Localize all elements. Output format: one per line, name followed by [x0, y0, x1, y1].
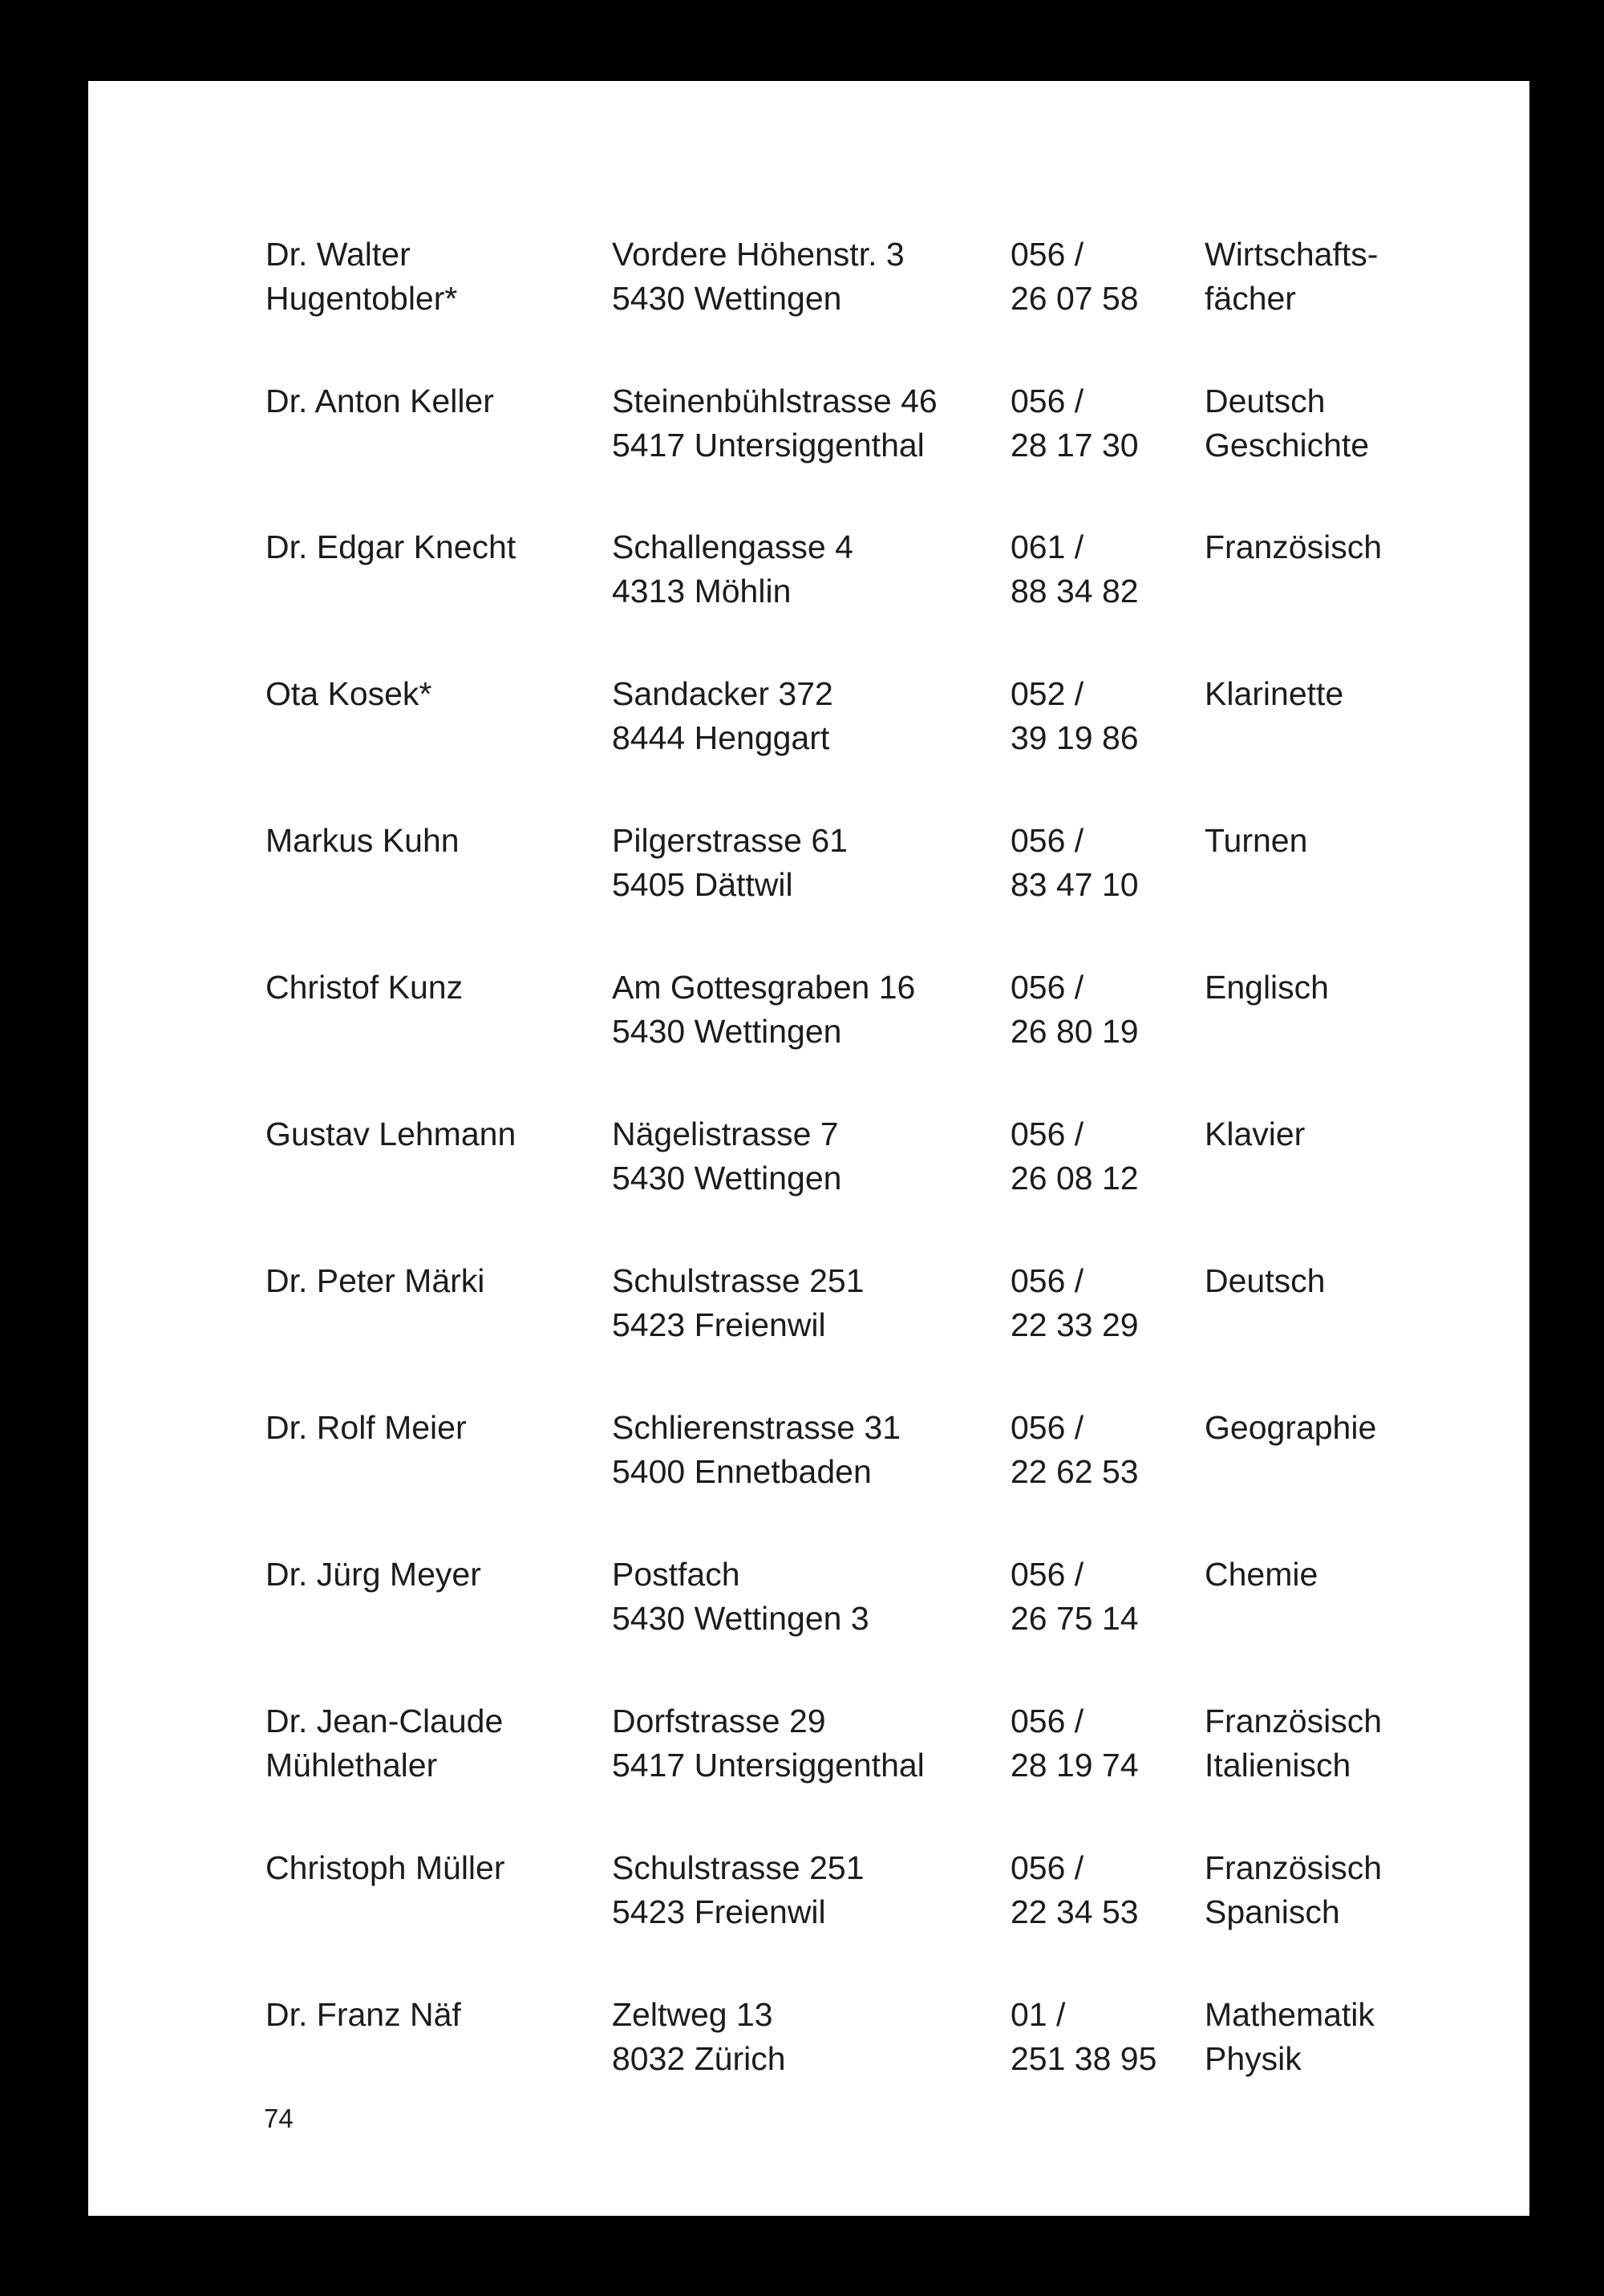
person-name: Christoph Müller — [265, 1849, 505, 1886]
person-name: Dr. Edgar Knecht — [265, 528, 516, 565]
address: Postfach 5430 Wettingen 3 — [612, 1556, 869, 1637]
address: Schallengasse 4 4313 Möhlin — [612, 528, 853, 609]
phone-number: 056 / 22 34 53 — [1011, 1849, 1139, 1930]
person-name: Christof Kunz — [265, 969, 464, 1006]
person-name: Ota Kosek* — [265, 675, 432, 712]
address: Zeltweg 13 8032 Zürich — [612, 1996, 786, 2077]
subjects: Französisch Italienisch — [1205, 1703, 1383, 1784]
directory-entry — [88, 1846, 1529, 1942]
phone-number: 056 / 22 62 53 — [1011, 1409, 1139, 1490]
subjects: Klarinette — [1205, 675, 1344, 712]
person-name: Dr. Jean-Claude Mühlethaler — [265, 1703, 504, 1784]
directory-entry — [88, 379, 1529, 476]
subjects: Deutsch — [1205, 1262, 1326, 1299]
phone-number: 056 / 26 07 58 — [1011, 236, 1139, 317]
directory-entry — [88, 233, 1529, 329]
directory-entry — [88, 819, 1529, 915]
address: Pilgerstrasse 61 5405 Dättwil — [612, 822, 848, 903]
subjects: Turnen — [1205, 822, 1308, 859]
subjects: Wirtschafts- fächer — [1205, 236, 1379, 317]
phone-number: 01 / 251 38 95 — [1011, 1996, 1157, 2077]
subjects: Klavier — [1205, 1116, 1306, 1152]
subjects: Englisch — [1205, 969, 1329, 1006]
subjects: Französisch — [1205, 528, 1383, 565]
address: Am Gottesgraben 16 5430 Wettingen — [612, 969, 916, 1050]
subjects: Mathematik Physik — [1205, 1996, 1375, 2077]
phone-number: 061 / 88 34 82 — [1011, 528, 1139, 609]
subjects: Deutsch Geschichte — [1205, 383, 1370, 464]
phone-number: 056 / 26 80 19 — [1011, 969, 1139, 1050]
person-name: Gustav Lehmann — [265, 1116, 516, 1152]
subjects: Französisch Spanisch — [1205, 1849, 1383, 1930]
person-name: Markus Kuhn — [265, 822, 460, 859]
document-page — [88, 81, 1529, 2216]
directory-entry — [88, 525, 1529, 622]
directory-entry — [88, 1259, 1529, 1355]
address: Steinenbühlstrasse 46 5417 Untersiggenthal — [612, 383, 938, 464]
page-number: 74 — [264, 2104, 294, 2133]
person-name: Dr. Rolf Meier — [265, 1409, 467, 1446]
address: Schlierenstrasse 31 5400 Ennetbaden — [612, 1409, 901, 1490]
phone-number: 056 / 28 19 74 — [1011, 1703, 1139, 1784]
address: Schulstrasse 251 5423 Freienwil — [612, 1262, 865, 1343]
directory-entry — [88, 1699, 1529, 1796]
directory-entry — [88, 1112, 1529, 1209]
directory-entry — [88, 1553, 1529, 1649]
person-name: Dr. Walter Hugentobler* — [265, 236, 458, 317]
person-name: Dr. Jürg Meyer — [265, 1556, 481, 1593]
address: Dorfstrasse 29 5417 Untersiggenthal — [612, 1703, 925, 1784]
phone-number: 056 / 26 75 14 — [1011, 1556, 1139, 1637]
address: Sandacker 372 8444 Henggart — [612, 675, 833, 756]
directory-entry — [88, 966, 1529, 1062]
person-name: Dr. Franz Näf — [265, 1996, 461, 2033]
address: Nägelistrasse 7 5430 Wettingen — [612, 1116, 842, 1197]
person-name: Dr. Anton Keller — [265, 383, 494, 419]
subjects: Geographie — [1205, 1409, 1377, 1446]
address: Schulstrasse 251 5423 Freienwil — [612, 1849, 865, 1930]
phone-number: 056 / 22 33 29 — [1011, 1262, 1139, 1343]
person-name: Dr. Peter Märki — [265, 1262, 485, 1299]
address: Vordere Höhenstr. 3 5430 Wettingen — [612, 236, 905, 317]
directory-entry — [88, 672, 1529, 768]
subjects: Chemie — [1205, 1556, 1318, 1593]
directory-entry — [88, 1406, 1529, 1502]
directory-entry — [88, 1993, 1529, 2089]
phone-number: 056 / 28 17 30 — [1011, 383, 1139, 464]
phone-number: 056 / 83 47 10 — [1011, 822, 1139, 903]
phone-number: 052 / 39 19 86 — [1011, 675, 1139, 756]
phone-number: 056 / 26 08 12 — [1011, 1116, 1139, 1197]
